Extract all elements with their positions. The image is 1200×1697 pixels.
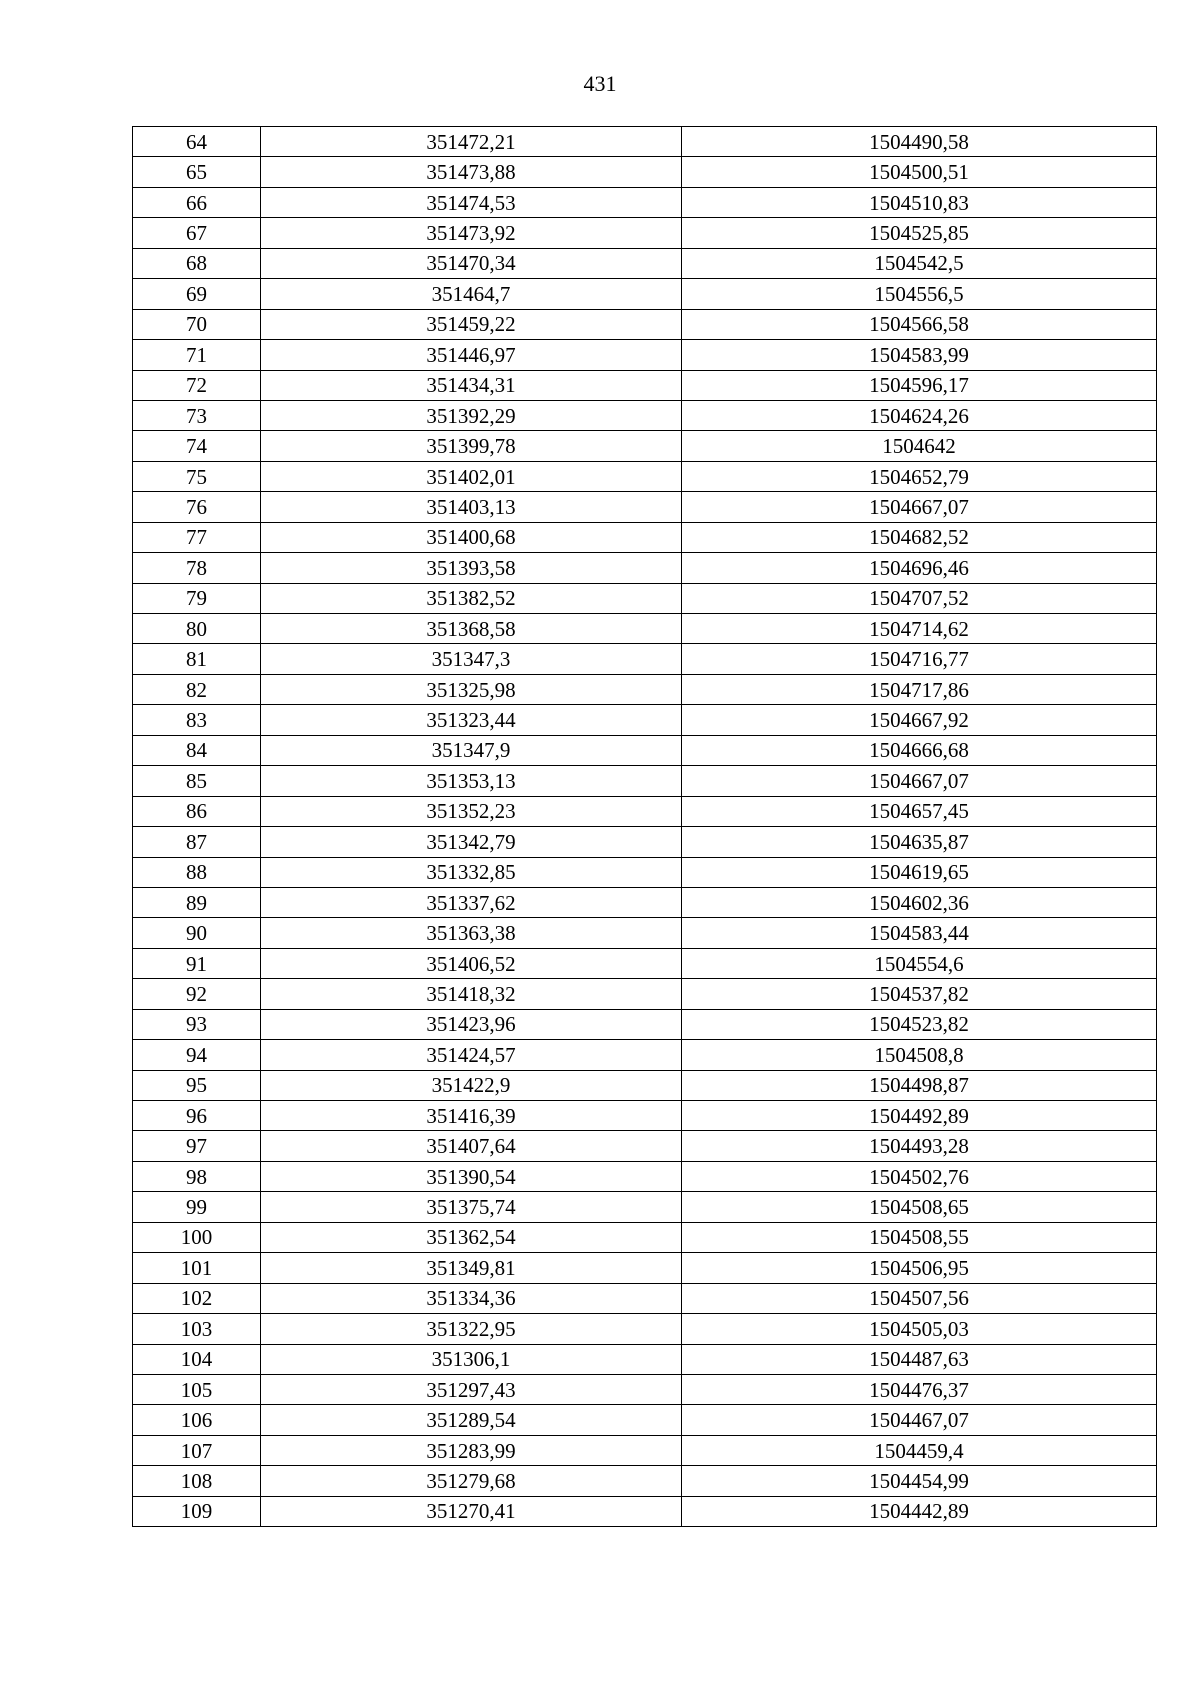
y-coordinate-cell: 1504667,07 [682, 766, 1157, 796]
x-coordinate-cell: 351322,95 [261, 1314, 682, 1344]
x-coordinate-cell: 351390,54 [261, 1161, 682, 1191]
point-number-cell: 82 [133, 674, 261, 704]
y-coordinate-cell: 1504596,17 [682, 370, 1157, 400]
table-row [133, 1314, 1157, 1344]
y-coordinate-cell: 1504502,76 [682, 1161, 1157, 1191]
table-row [133, 796, 1157, 826]
x-coordinate-cell: 351392,29 [261, 400, 682, 430]
table-row [133, 1040, 1157, 1070]
x-coordinate-cell: 351332,85 [261, 857, 682, 887]
table-row [133, 1222, 1157, 1252]
y-coordinate-cell: 1504490,58 [682, 127, 1157, 157]
y-coordinate-cell: 1504454,99 [682, 1466, 1157, 1496]
point-number-cell: 81 [133, 644, 261, 674]
y-coordinate-cell: 1504619,65 [682, 857, 1157, 887]
x-coordinate-cell: 351337,62 [261, 887, 682, 917]
y-coordinate-cell: 1504635,87 [682, 827, 1157, 857]
point-number-cell: 83 [133, 705, 261, 735]
point-number-cell: 72 [133, 370, 261, 400]
y-coordinate-cell: 1504556,5 [682, 279, 1157, 309]
x-coordinate-cell: 351349,81 [261, 1253, 682, 1283]
table-row [133, 887, 1157, 917]
point-number-cell: 76 [133, 492, 261, 522]
table-row [133, 400, 1157, 430]
y-coordinate-cell: 1504657,45 [682, 796, 1157, 826]
x-coordinate-cell: 351368,58 [261, 614, 682, 644]
table-row [133, 1496, 1157, 1526]
point-number-cell: 101 [133, 1253, 261, 1283]
y-coordinate-cell: 1504459,4 [682, 1435, 1157, 1465]
y-coordinate-cell: 1504510,83 [682, 187, 1157, 217]
x-coordinate-cell: 351297,43 [261, 1374, 682, 1404]
point-number-cell: 96 [133, 1101, 261, 1131]
y-coordinate-cell: 1504602,36 [682, 887, 1157, 917]
y-coordinate-cell: 1504498,87 [682, 1070, 1157, 1100]
x-coordinate-cell: 351323,44 [261, 705, 682, 735]
y-coordinate-cell: 1504508,55 [682, 1222, 1157, 1252]
table-row [133, 553, 1157, 583]
x-coordinate-cell: 351353,13 [261, 766, 682, 796]
x-coordinate-cell: 351363,38 [261, 918, 682, 948]
point-number-cell: 89 [133, 887, 261, 917]
table-row [133, 492, 1157, 522]
table-row [133, 979, 1157, 1009]
x-coordinate-cell: 351407,64 [261, 1131, 682, 1161]
table-row [133, 827, 1157, 857]
x-coordinate-cell: 351422,9 [261, 1070, 682, 1100]
y-coordinate-cell: 1504554,6 [682, 948, 1157, 978]
table-row [133, 1283, 1157, 1313]
table-row [133, 309, 1157, 339]
x-coordinate-cell: 351402,01 [261, 461, 682, 491]
y-coordinate-cell: 1504717,86 [682, 674, 1157, 704]
x-coordinate-cell: 351399,78 [261, 431, 682, 461]
point-number-cell: 97 [133, 1131, 261, 1161]
x-coordinate-cell: 351416,39 [261, 1101, 682, 1131]
point-number-cell: 68 [133, 248, 261, 278]
table-row [133, 340, 1157, 370]
x-coordinate-cell: 351400,68 [261, 522, 682, 552]
point-number-cell: 91 [133, 948, 261, 978]
table-row [133, 735, 1157, 765]
table-row [133, 1101, 1157, 1131]
x-coordinate-cell: 351342,79 [261, 827, 682, 857]
point-number-cell: 70 [133, 309, 261, 339]
point-number-cell: 75 [133, 461, 261, 491]
x-coordinate-cell: 351446,97 [261, 340, 682, 370]
point-number-cell: 71 [133, 340, 261, 370]
table-row [133, 279, 1157, 309]
point-number-cell: 86 [133, 796, 261, 826]
x-coordinate-cell: 351423,96 [261, 1009, 682, 1039]
y-coordinate-cell: 1504583,44 [682, 918, 1157, 948]
point-number-cell: 94 [133, 1040, 261, 1070]
table-row [133, 644, 1157, 674]
table-row [133, 1131, 1157, 1161]
table-row [133, 431, 1157, 461]
x-coordinate-cell: 351473,88 [261, 157, 682, 187]
table-row [133, 583, 1157, 613]
x-coordinate-cell: 351382,52 [261, 583, 682, 613]
point-number-cell: 78 [133, 553, 261, 583]
x-coordinate-cell: 351473,92 [261, 218, 682, 248]
point-number-cell: 100 [133, 1222, 261, 1252]
point-number-cell: 74 [133, 431, 261, 461]
table-row [133, 1070, 1157, 1100]
y-coordinate-cell: 1504537,82 [682, 979, 1157, 1009]
y-coordinate-cell: 1504682,52 [682, 522, 1157, 552]
coordinates-table [132, 126, 1157, 1527]
table-row [133, 948, 1157, 978]
table-row [133, 857, 1157, 887]
y-coordinate-cell: 1504508,8 [682, 1040, 1157, 1070]
point-number-cell: 79 [133, 583, 261, 613]
table-row [133, 522, 1157, 552]
point-number-cell: 103 [133, 1314, 261, 1344]
y-coordinate-cell: 1504716,77 [682, 644, 1157, 674]
point-number-cell: 98 [133, 1161, 261, 1191]
point-number-cell: 109 [133, 1496, 261, 1526]
y-coordinate-cell: 1504506,95 [682, 1253, 1157, 1283]
table-row [133, 1161, 1157, 1191]
y-coordinate-cell: 1504442,89 [682, 1496, 1157, 1526]
y-coordinate-cell: 1504667,92 [682, 705, 1157, 735]
x-coordinate-cell: 351470,34 [261, 248, 682, 278]
y-coordinate-cell: 1504666,68 [682, 735, 1157, 765]
x-coordinate-cell: 351279,68 [261, 1466, 682, 1496]
y-coordinate-cell: 1504696,46 [682, 553, 1157, 583]
x-coordinate-cell: 351347,9 [261, 735, 682, 765]
x-coordinate-cell: 351270,41 [261, 1496, 682, 1526]
point-number-cell: 105 [133, 1374, 261, 1404]
y-coordinate-cell: 1504493,28 [682, 1131, 1157, 1161]
x-coordinate-cell: 351347,3 [261, 644, 682, 674]
table-row [133, 218, 1157, 248]
point-number-cell: 102 [133, 1283, 261, 1313]
point-number-cell: 95 [133, 1070, 261, 1100]
table-row [133, 614, 1157, 644]
x-coordinate-cell: 351375,74 [261, 1192, 682, 1222]
table-row [133, 674, 1157, 704]
point-number-cell: 104 [133, 1344, 261, 1374]
coordinates-table-body [133, 127, 1157, 1527]
point-number-cell: 107 [133, 1435, 261, 1465]
table-row [133, 1405, 1157, 1435]
y-coordinate-cell: 1504487,63 [682, 1344, 1157, 1374]
y-coordinate-cell: 1504467,07 [682, 1405, 1157, 1435]
y-coordinate-cell: 1504714,62 [682, 614, 1157, 644]
table-row [133, 187, 1157, 217]
table-row [133, 766, 1157, 796]
y-coordinate-cell: 1504508,65 [682, 1192, 1157, 1222]
point-number-cell: 88 [133, 857, 261, 887]
table-row [133, 461, 1157, 491]
y-coordinate-cell: 1504642 [682, 431, 1157, 461]
table-row [133, 370, 1157, 400]
point-number-cell: 65 [133, 157, 261, 187]
point-number-cell: 73 [133, 400, 261, 430]
point-number-cell: 67 [133, 218, 261, 248]
x-coordinate-cell: 351352,23 [261, 796, 682, 826]
x-coordinate-cell: 351283,99 [261, 1435, 682, 1465]
x-coordinate-cell: 351434,31 [261, 370, 682, 400]
point-number-cell: 108 [133, 1466, 261, 1496]
table-row [133, 1192, 1157, 1222]
point-number-cell: 84 [133, 735, 261, 765]
point-number-cell: 99 [133, 1192, 261, 1222]
point-number-cell: 106 [133, 1405, 261, 1435]
x-coordinate-cell: 351424,57 [261, 1040, 682, 1070]
table-row [133, 1253, 1157, 1283]
table-row [133, 918, 1157, 948]
point-number-cell: 90 [133, 918, 261, 948]
x-coordinate-cell: 351464,7 [261, 279, 682, 309]
x-coordinate-cell: 351472,21 [261, 127, 682, 157]
y-coordinate-cell: 1504523,82 [682, 1009, 1157, 1039]
table-row [133, 1344, 1157, 1374]
page-number: 431 [583, 71, 617, 96]
y-coordinate-cell: 1504566,58 [682, 309, 1157, 339]
table-row [133, 1435, 1157, 1465]
x-coordinate-cell: 351459,22 [261, 309, 682, 339]
x-coordinate-cell: 351403,13 [261, 492, 682, 522]
point-number-cell: 77 [133, 522, 261, 552]
point-number-cell: 87 [133, 827, 261, 857]
y-coordinate-cell: 1504624,26 [682, 400, 1157, 430]
table-row [133, 157, 1157, 187]
point-number-cell: 92 [133, 979, 261, 1009]
point-number-cell: 85 [133, 766, 261, 796]
point-number-cell: 66 [133, 187, 261, 217]
x-coordinate-cell: 351334,36 [261, 1283, 682, 1313]
x-coordinate-cell: 351289,54 [261, 1405, 682, 1435]
table-row [133, 248, 1157, 278]
y-coordinate-cell: 1504583,99 [682, 340, 1157, 370]
y-coordinate-cell: 1504707,52 [682, 583, 1157, 613]
y-coordinate-cell: 1504492,89 [682, 1101, 1157, 1131]
point-number-cell: 80 [133, 614, 261, 644]
table-row [133, 705, 1157, 735]
point-number-cell: 93 [133, 1009, 261, 1039]
y-coordinate-cell: 1504505,03 [682, 1314, 1157, 1344]
x-coordinate-cell: 351406,52 [261, 948, 682, 978]
y-coordinate-cell: 1504500,51 [682, 157, 1157, 187]
y-coordinate-cell: 1504507,56 [682, 1283, 1157, 1313]
y-coordinate-cell: 1504542,5 [682, 248, 1157, 278]
y-coordinate-cell: 1504667,07 [682, 492, 1157, 522]
y-coordinate-cell: 1504476,37 [682, 1374, 1157, 1404]
x-coordinate-cell: 351306,1 [261, 1344, 682, 1374]
table-row [133, 1466, 1157, 1496]
point-number-cell: 69 [133, 279, 261, 309]
x-coordinate-cell: 351474,53 [261, 187, 682, 217]
x-coordinate-cell: 351418,32 [261, 979, 682, 1009]
table-row [133, 1009, 1157, 1039]
y-coordinate-cell: 1504525,85 [682, 218, 1157, 248]
point-number-cell: 64 [133, 127, 261, 157]
x-coordinate-cell: 351325,98 [261, 674, 682, 704]
x-coordinate-cell: 351362,54 [261, 1222, 682, 1252]
y-coordinate-cell: 1504652,79 [682, 461, 1157, 491]
table-row [133, 1374, 1157, 1404]
table-row [133, 127, 1157, 157]
x-coordinate-cell: 351393,58 [261, 553, 682, 583]
